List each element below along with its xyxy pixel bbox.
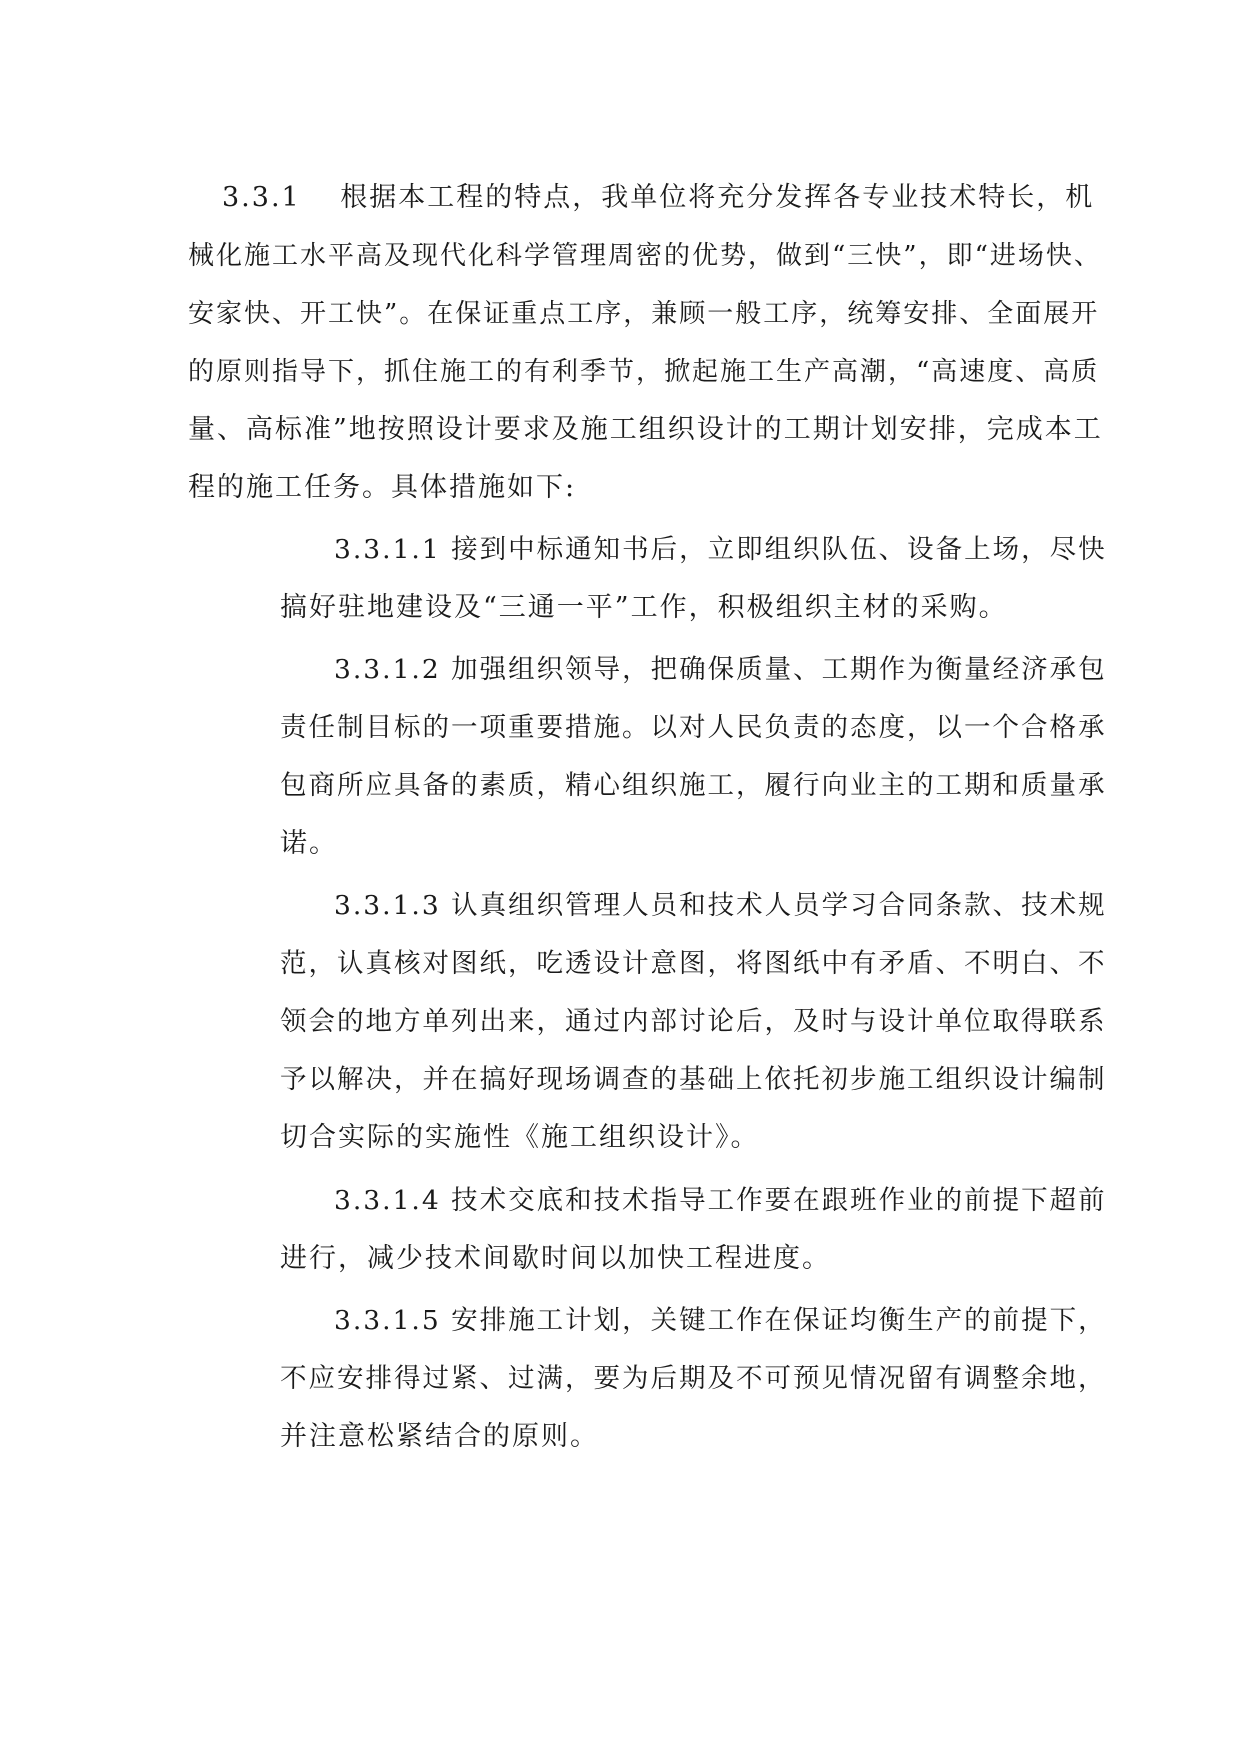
para-3-3-1-3-line-3: 领会的地方单列出来，通过内部讨论后，及时与设计单位取得联系	[280, 1006, 1107, 1037]
para-3-3-1-5-line-2: 不应安排得过紧、过满，要为后期及不可预见情况留有调整余地，	[280, 1363, 1107, 1394]
para-3-3-1-2-line-2: 责任制目标的一项重要措施。以对人民负责的态度，以一个合格承	[280, 712, 1107, 743]
para-3-3-1-line-6: 程的施工任务。具体措施如下:	[188, 472, 577, 503]
para-3-3-1-1-line-2: 搞好驻地建设及“三通一平”工作，积极组织主材的采购。	[280, 592, 1008, 623]
para-3-3-1-3-line-5: 切合实际的实施性《施工组织设计》。	[280, 1122, 760, 1153]
para-3-3-1-2-line-1: 3.3.1.2 加强组织领导，把确保质量、工期作为衡量经济承包	[334, 654, 1107, 685]
para-3-3-1-line-2: 械化施工水平高及现代化科学管理周密的优势，做到“三快”，即“进场快、	[188, 241, 1102, 271]
para-3-3-1-1-line-1: 3.3.1.1 接到中标通知书后，立即组织队伍、设备上场，尽快	[334, 534, 1107, 565]
para-3-3-1-line-5: 量、高标准”地按照设计要求及施工组织设计的工期计划安排，完成本工	[188, 414, 1103, 445]
para-3-3-1-5-line-1: 3.3.1.5 安排施工计划，关键工作在保证均衡生产的前提下，	[334, 1305, 1107, 1336]
para-3-3-1-2-line-3: 包商所应具备的素质，精心组织施工，履行向业主的工期和质量承	[280, 770, 1107, 801]
para-3-3-1-3-line-2: 范，认真核对图纸，吃透设计意图，将图纸中有矛盾、不明白、不	[280, 948, 1107, 979]
para-3-3-1-line-3: 安家快、开工快”。在保证重点工序，兼顾一般工序，统筹安排、全面展开	[188, 299, 1100, 329]
para-3-3-1-3-line-4: 予以解决，并在搞好现场调查的基础上依托初步施工组织设计编制	[280, 1064, 1107, 1095]
para-3-3-1-line-1: 3.3.1 根据本工程的特点，我单位将充分发挥各专业技术特长，机	[222, 182, 1095, 213]
para-3-3-1-4-line-1: 3.3.1.4 技术交底和技术指导工作要在跟班作业的前提下超前	[334, 1185, 1107, 1216]
para-3-3-1-line-4: 的原则指导下，抓住施工的有利季节，掀起施工生产高潮，“高速度、高质	[188, 357, 1100, 387]
para-3-3-1-5-line-3: 并注意松紧结合的原则。	[280, 1421, 599, 1452]
para-3-3-1-4-line-2: 进行，减少技术间歇时间以加快工程进度。	[280, 1243, 831, 1274]
para-3-3-1-2-line-4: 诺。	[280, 828, 338, 859]
para-3-3-1-3-line-1: 3.3.1.3 认真组织管理人员和技术人员学习合同条款、技术规	[334, 890, 1107, 921]
